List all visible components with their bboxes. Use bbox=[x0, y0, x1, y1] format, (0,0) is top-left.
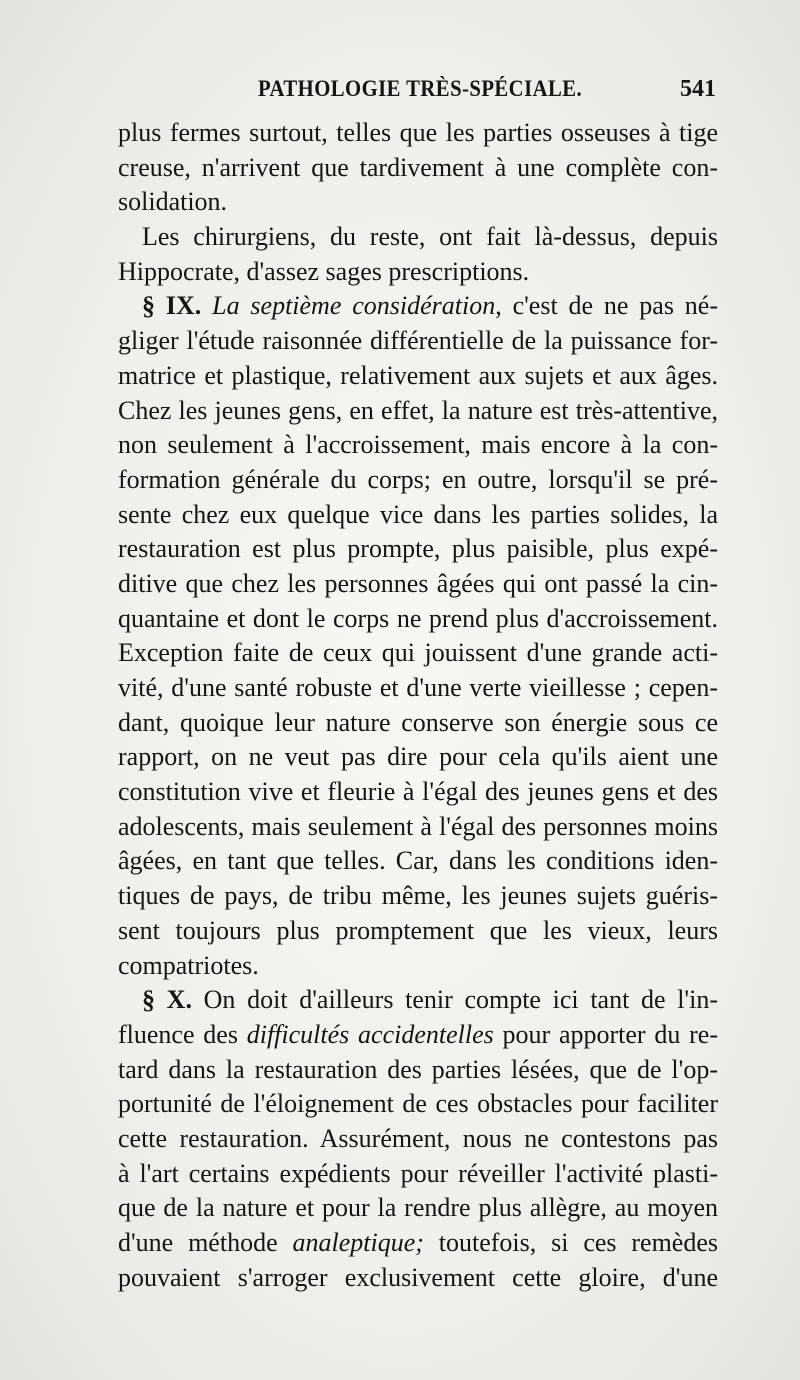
text-line: pouvaient s'arroger exclusivement cette gloire, d'une bbox=[118, 1262, 718, 1292]
text-line: plus fermes surtout, telles que les parties osseuses à tige bbox=[118, 118, 718, 147]
section-x-line bbox=[118, 983, 718, 1018]
italic-phrase: La septième considération bbox=[212, 291, 496, 321]
text-span: pour apporter du re- bbox=[493, 1019, 718, 1049]
text-line: Les chirurgiens, du reste, ont fait là-dessus, depuis bbox=[142, 222, 718, 252]
text-line: Chez les jeunes gens, en effet, la nature est très-attentive, bbox=[118, 395, 718, 425]
text-line: tard dans la restauration des parties lésées, que de l'op- bbox=[118, 1054, 718, 1084]
text-line: à l'art certains expédients pour réveiller l'activité plasti- bbox=[118, 1158, 718, 1188]
page-header bbox=[118, 76, 716, 110]
text-line: compatriotes. bbox=[118, 950, 259, 980]
text-line bbox=[118, 1226, 718, 1261]
text-line: creuse, n'arrivent que tardivement à une complète con- bbox=[118, 152, 718, 182]
running-head: PATHOLOGIE TRÈS-SPÉCIALE. bbox=[258, 76, 583, 101]
text-span: d'une méthode bbox=[118, 1228, 278, 1257]
text-line: restauration est plus prompte, plus paisible, plus expé- bbox=[118, 534, 718, 564]
text-line: âgées, en tant que telles. Car, dans les conditions iden- bbox=[118, 846, 718, 876]
text-line: tiques de pays, de tribu même, les jeunes sujets guéris- bbox=[118, 881, 718, 911]
text-span: On doit d'ailleurs tenir compte ici tant de l'in- bbox=[191, 985, 718, 1015]
text-span: , c'est de ne pas né- bbox=[495, 291, 718, 321]
section-mark: § X. bbox=[142, 985, 192, 1015]
text-line: matrice et plastique, relativement aux sujets et aux âges. bbox=[118, 360, 718, 390]
text-line: constitution vive et fleurie à l'égal des jeunes gens et des bbox=[118, 777, 718, 807]
text-line: dant, quoique leur nature conserve son énergie sous ce bbox=[118, 707, 718, 737]
text-line: Exception faite de ceux qui jouissent d'une grande acti- bbox=[118, 638, 718, 668]
text-line: solidation. bbox=[118, 187, 228, 217]
text-line: rapport, on ne veut pas dire pour cela qu'ils aient une bbox=[118, 742, 718, 772]
text-line: sente chez eux quelque vice dans les parties solides, la bbox=[118, 499, 718, 529]
text-line: formation générale du corps; en outre, lorsqu'il se pré- bbox=[118, 464, 718, 494]
text-line: cette restauration. Assurément, nous ne contestons pas bbox=[118, 1123, 718, 1153]
section-mark: § IX. bbox=[142, 291, 202, 321]
body-text bbox=[118, 116, 718, 1295]
italic-phrase: difficultés accidentelles bbox=[246, 1019, 494, 1049]
text-line: portunité de l'éloignement de ces obstacles pour faciliter bbox=[118, 1089, 718, 1119]
text-line: quantaine et dont le corps ne prend plus d'accroissement. bbox=[118, 603, 718, 633]
page-number: 541 bbox=[680, 76, 716, 102]
text-line: Hippocrate, d'assez sages prescriptions. bbox=[118, 256, 530, 286]
text-line: que de la nature et pour la rendre plus allègre, au moyen bbox=[118, 1193, 718, 1223]
text-line: ditive que chez les personnes âgées qui ont passé la cin- bbox=[118, 568, 718, 598]
text-line: adolescents, mais seulement à l'égal des personnes moins bbox=[118, 811, 718, 841]
text-line: gliger l'étude raisonnée différentielle de la puissance for- bbox=[118, 326, 718, 356]
text-line: sent toujours plus promptement que les vieux, leurs bbox=[118, 915, 718, 945]
text-line bbox=[118, 1018, 718, 1053]
section-ix-line bbox=[118, 289, 718, 324]
text-span: fluence des bbox=[118, 1019, 238, 1049]
text-line: non seulement à l'accroissement, mais encore à la con- bbox=[118, 430, 718, 460]
italic-phrase: analeptique; bbox=[292, 1228, 424, 1257]
text-span: toutefois, si ces remèdes bbox=[423, 1228, 718, 1257]
text-line: vité, d'une santé robuste et d'une verte vieillesse ; cepen- bbox=[118, 673, 718, 702]
